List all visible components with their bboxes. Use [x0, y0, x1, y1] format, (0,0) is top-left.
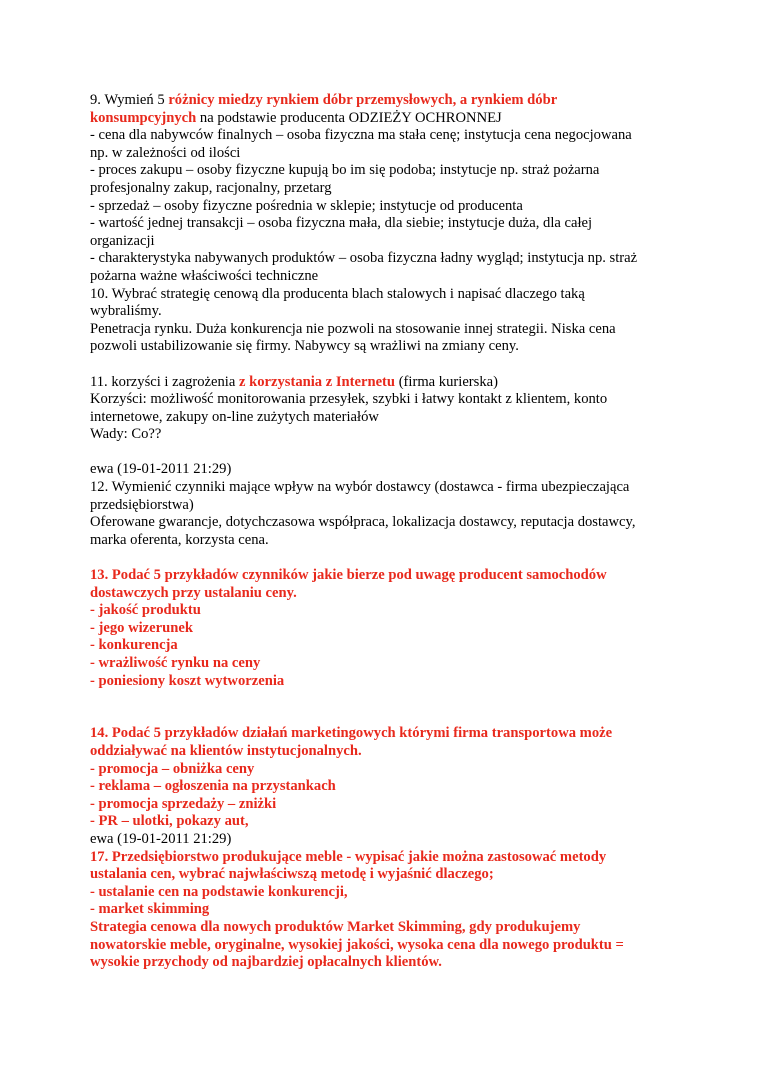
question-11-highlight: z korzystania z Internetu [238, 373, 396, 390]
paragraph-gap [90, 549, 680, 567]
paragraph-gap [90, 690, 680, 725]
text-line: - poniesiony koszt wytworzenia [90, 672, 285, 689]
text-line: - PR – ulotki, pokazy aut, [90, 813, 249, 830]
text-line: - ustalanie cen na podstawie konkurencji, [90, 883, 348, 900]
text-line: pożarna ważne właściwości techniczne [90, 267, 319, 284]
text-line: - konkurencja [90, 637, 178, 654]
text-line: - market skimming [90, 901, 210, 918]
text-line: marka oferenta, korzysta cena. [90, 531, 269, 548]
question-10 [90, 286, 680, 356]
paragraph-gap [90, 444, 680, 462]
text-line: - reklama – ogłoszenia na przystankach [90, 778, 336, 795]
text-line: Strategia cenowa dla nowych produktów Market Skimming, gdy produkujemy [90, 918, 581, 935]
text-line: - promocja sprzedaży – zniżki [90, 795, 277, 812]
text-line: 10. Wybrać strategię cenową dla producenta blach stalowych i napisać dlaczego taką [90, 285, 585, 302]
author-line: ewa (19-01-2011 21:29) [90, 830, 232, 847]
text-line: oddziaływać na klientów instytucjonalnych. [90, 742, 362, 759]
text-line: nowatorskie meble, oryginalne, wysokiej jakości, wysoka cena dla nowego produktu = [90, 936, 624, 953]
text-line: Penetracja rynku. Duża konkurencja nie pozwoli na stosowanie innej strategii. Niska cena [90, 320, 616, 337]
question-11-title: 11. korzyści i zagrożenia z korzystania z Internetu (firma kurierska) [90, 373, 498, 390]
question-14 [90, 725, 680, 831]
text-line: - sprzedaż – osoby fizyczne pośrednia w sklepie; instytucje od producenta [90, 197, 523, 214]
paragraph-gap [90, 356, 680, 374]
question-11 [90, 374, 680, 444]
text-line: - wrażliwość rynku na ceny [90, 655, 261, 671]
text-line: organizacji [90, 232, 155, 249]
text-line: - wartość jednej transakcji – osoba fizyczna mała, dla siebie; instytucje duża, dla całej [90, 215, 593, 232]
text-line: - jakość produktu [90, 602, 201, 619]
question-9-highlight-cont: konsumpcyjnych [90, 109, 197, 126]
text-line: np. w zależności od ilości [90, 144, 241, 161]
text-line: - jego wizerunek [90, 619, 193, 636]
question-9-highlight: różnicy miedzy rynkiem dóbr przemysłowych, a rynkiem dóbr [168, 92, 558, 108]
text-line: przedsiębiorstwa) [90, 496, 194, 513]
question-9-title-cont: konsumpcyjnych na podstawie producenta ODZIEŻY OCHRONNEJ [90, 109, 502, 126]
text-line: internetowe, zakupy on-line zużytych materiałów [90, 408, 379, 425]
question-9 [90, 92, 680, 286]
text-line: wysokie przychody od najbardziej opłacalnych klientów. [90, 954, 442, 971]
question-12 [90, 461, 680, 549]
text-line: Oferowane gwarancje, dotychczasowa współpraca, lokalizacja dostawcy, reputacja dostawcy, [90, 514, 636, 531]
question-13 [90, 567, 680, 690]
text-line: wybraliśmy. [90, 303, 162, 320]
text-line: profesjonalny zakup, racjonalny, przetarg [90, 179, 332, 196]
text-line: 12. Wymienić czynniki mające wpływ na wybór dostawcy (dostawca - firma ubezpieczająca [90, 479, 630, 496]
text-line: - promocja – obniżka ceny [90, 760, 255, 777]
author-line: ewa (19-01-2011 21:29) [90, 461, 232, 478]
text-line: ustalania cen, wybrać najwłaściwszą metodę i wyjaśnić dlaczego; [90, 866, 494, 883]
text-line: 14. Podać 5 przykładów działań marketingowych którymi firma transportowa może [90, 725, 613, 742]
question-9-title: 9. Wymień 5 różnicy miedzy rynkiem dóbr przemysłowych, a rynkiem dóbr [90, 92, 558, 108]
text-line: Wady: Co?? [90, 426, 162, 443]
text-line: dostawczych przy ustalaniu ceny. [90, 584, 297, 601]
text-line: - proces zakupu – osoby fizyczne kupują bo im się podoba; instytucje np. straż pożarna [90, 162, 600, 179]
text-line: pozwoli ustabilizowanie się firmy. Nabywcy są wrażliwi na zmiany ceny. [90, 338, 519, 355]
text-line: 13. Podać 5 przykładów czynników jakie bierze pod uwagę producent samochodów [90, 567, 607, 584]
text-line: - cena dla nabywców finalnych – osoba fizyczna ma stała cenę; instytucja cena negocjowana [90, 127, 632, 144]
text-line: 17. Przedsiębiorstwo produkujące meble - wypisać jakie można zastosować metody [90, 848, 607, 865]
document-page [90, 92, 680, 972]
text-line: - charakterystyka nabywanych produktów – osoba fizyczna ładny wygląd; instytucja np. straż [90, 250, 638, 267]
text-line: Korzyści: możliwość monitorowania przesyłek, szybki i łatwy kontakt z klientem, konto [90, 391, 608, 408]
question-17 [90, 849, 680, 972]
